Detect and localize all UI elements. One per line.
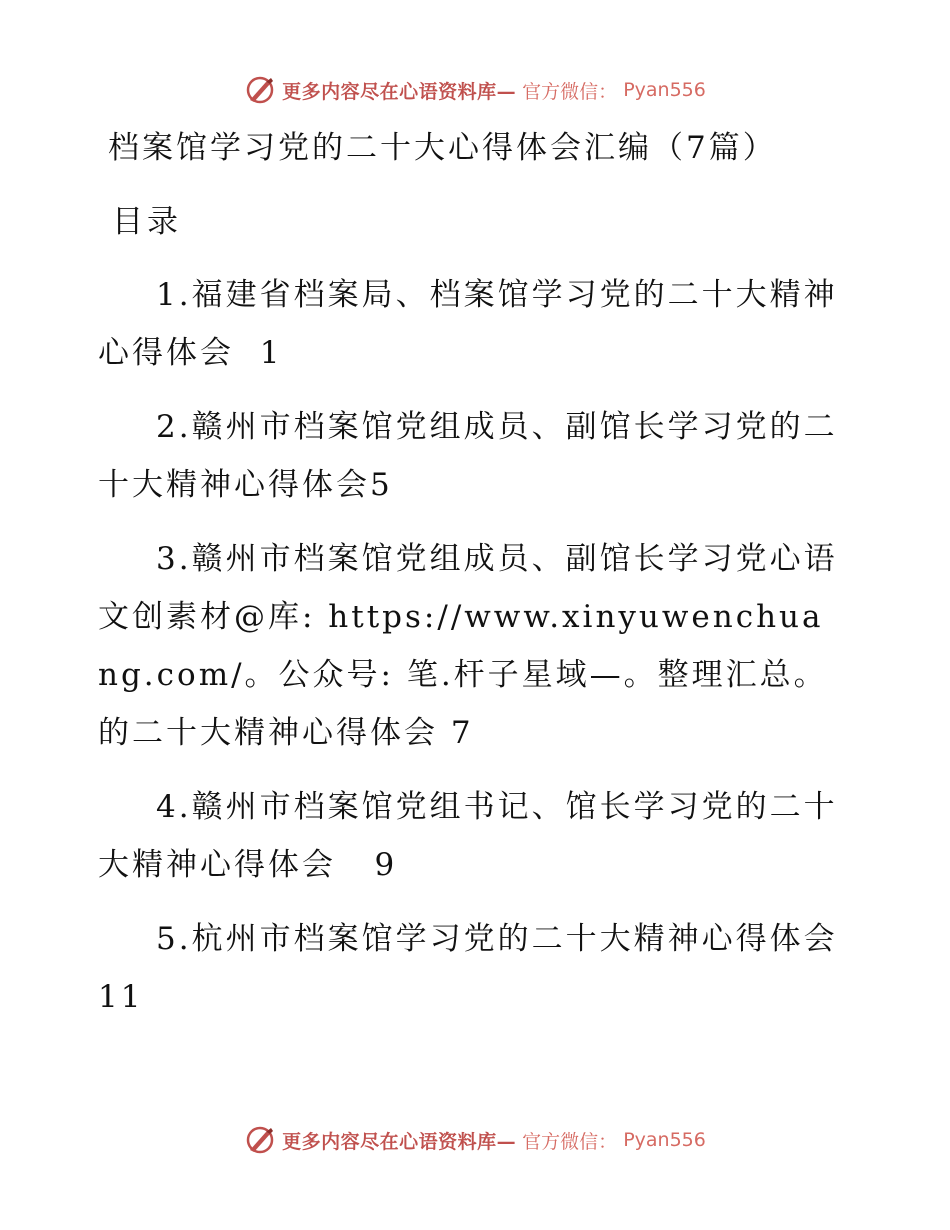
toc-item-text: 1.福建省档案局、档案馆学习党的二十大精神心得体会 (98, 277, 838, 371)
banner-site-text: 更多内容尽在心语资料库— (282, 1130, 517, 1153)
toc-item-3 (98, 530, 838, 762)
toc-item-page: 7 (438, 715, 474, 751)
banner-wechat-label: 官方微信： (522, 80, 618, 103)
toc-item-5 (98, 910, 838, 1026)
banner-wechat-id: Pyan556 (623, 1129, 706, 1151)
footer-watermark-banner (0, 1120, 950, 1160)
header-watermark-banner (0, 70, 950, 110)
pen-logo-icon (244, 74, 276, 106)
banner-site-text: 更多内容尽在心语资料库— (282, 80, 517, 103)
toc-item-text: 3.赣州市档案馆党组成员、副馆长学习党心语文创素材@库: https://www.xinyuwenchuang.com/。公众号: 笔.杆子星域—。整理汇总。的二十大精神心得体会 (98, 541, 838, 751)
toc-item-page: 1 (234, 335, 283, 371)
toc-item-2 (98, 398, 838, 514)
toc-item-text: 4.赣州市档案馆党组书记、馆长学习党的二十大精神心得体会 (98, 789, 838, 883)
banner-wechat-label: 官方微信： (522, 1130, 618, 1153)
toc-item-text: 2.赣州市档案馆党组成员、副馆长学习党的二十大精神心得体会 (98, 409, 838, 503)
toc-heading: 目录 (112, 204, 182, 240)
toc-item-1 (98, 266, 838, 382)
toc-item-page: 11 (98, 979, 144, 1015)
table-of-contents (98, 266, 838, 1042)
toc-item-text: 5.杭州市档案馆学习党的二十大精神心得体会 (156, 921, 838, 957)
toc-item-page: 5 (370, 467, 393, 503)
toc-item-4 (98, 778, 838, 894)
banner-wechat-id: Pyan556 (623, 79, 706, 101)
toc-item-page: 9 (336, 847, 398, 883)
document-title: 档案馆学习党的二十大心得体会汇编（7篇） (108, 130, 777, 166)
pen-logo-icon (244, 1124, 276, 1156)
